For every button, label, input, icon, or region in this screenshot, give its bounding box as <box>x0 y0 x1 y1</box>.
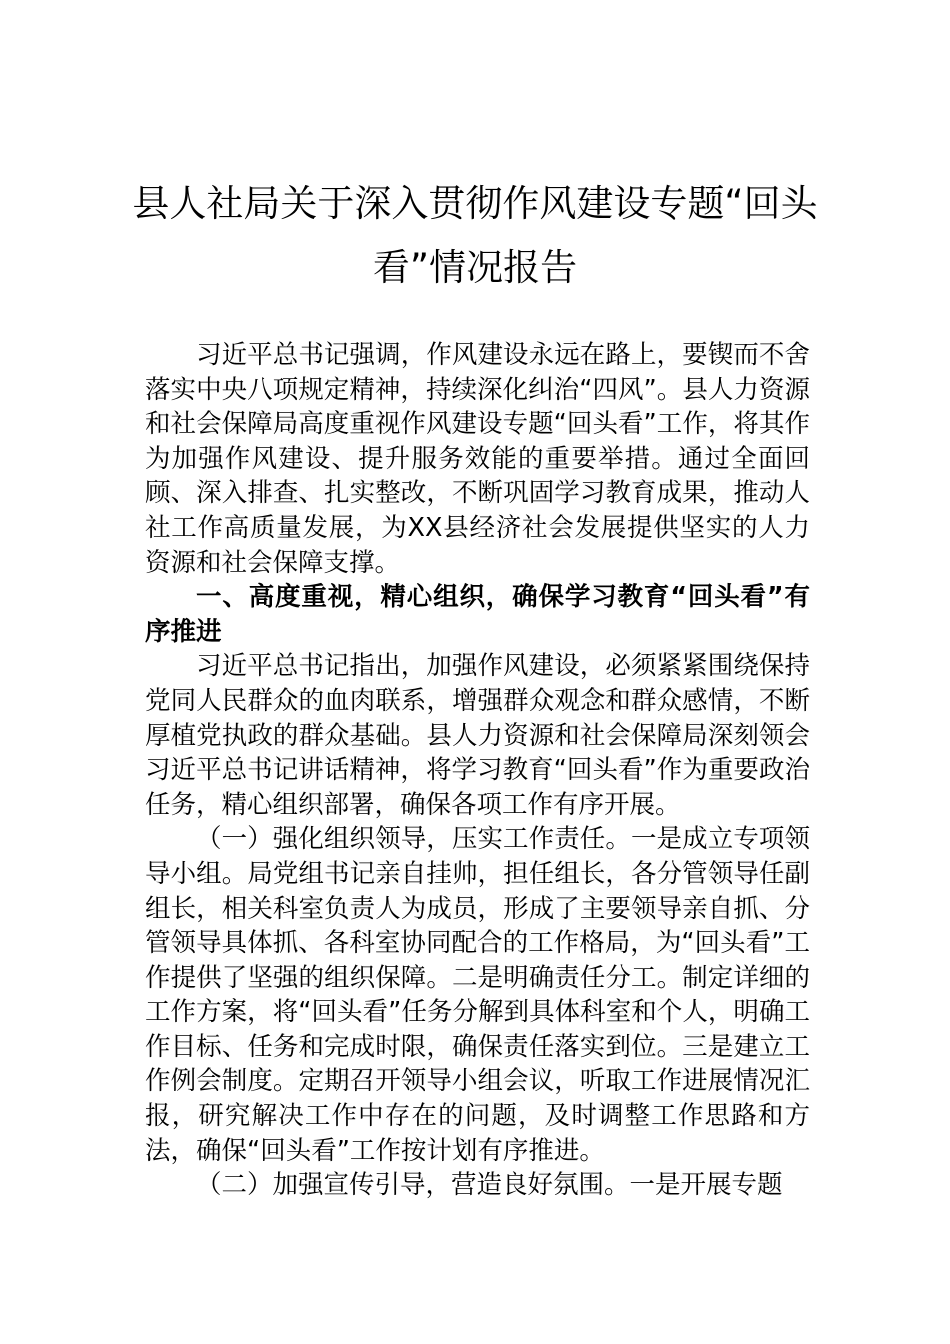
document-title: 县人社局关于深入贯彻作风建设专题“回头看”情况报告 <box>132 182 818 289</box>
section-heading-1: 一、高度重视，精心组织，确保学习教育“回头看”有序推进 <box>145 582 810 647</box>
intro-paragraph: 习近平总书记强调，作风建设永远在路上，要锲而不舍落实中央八项规定精神，持续深化纠治“四风”。县人力资源和社会保障局高度重视作风建设专题“回头看”工作，将其作为加强作风建设、提升服务效能的重要举措。通过全面回顾、深入排查、扎实整改，不断巩固学习教育成果，推动人社工作高质量发展，为XX县经济社会发展提供坚实的人力资源和社会保障支撑。 <box>145 340 810 578</box>
document-body <box>145 338 810 1203</box>
subsection-1-paragraph: （一）强化组织领导，压实工作责任。一是成立专项领导小组。局党组书记亲自挂帅，担任组长，各分管领导任副组长，相关科室负责人为成员，形成了主要领导亲自抓、分管领导具体抓、各科室协同配合的工作格局，为“回头看”工作提供了坚强的组织保障。二是明确责任分工。制定详细的工作方案，将“回头看”任务分解到具体科室和个人，明确工作目标、任务和完成时限，确保责任落实到位。三是建立工作例会制度。定期召开领导小组会议，听取工作进展情况汇报，研究解决工作中存在的问题，及时调整工作思路和方法，确保“回头看”工作按计划有序推进。 <box>145 824 810 1166</box>
section-1-paragraph: 习近平总书记指出，加强作风建设，必须紧紧围绕保持党同人民群众的血肉联系，增强群众观念和群众感情，不断厚植党执政的群众基础。县人力资源和社会保障局深刻领会习近平总书记讲话精神，将学习教育“回头看”作为重要政治任务，精心组织部署，确保各项工作有序开展。 <box>145 651 810 820</box>
subsection-2-paragraph: （二）加强宣传引导，营造良好氛围。一是开展专题 <box>196 1170 783 1201</box>
